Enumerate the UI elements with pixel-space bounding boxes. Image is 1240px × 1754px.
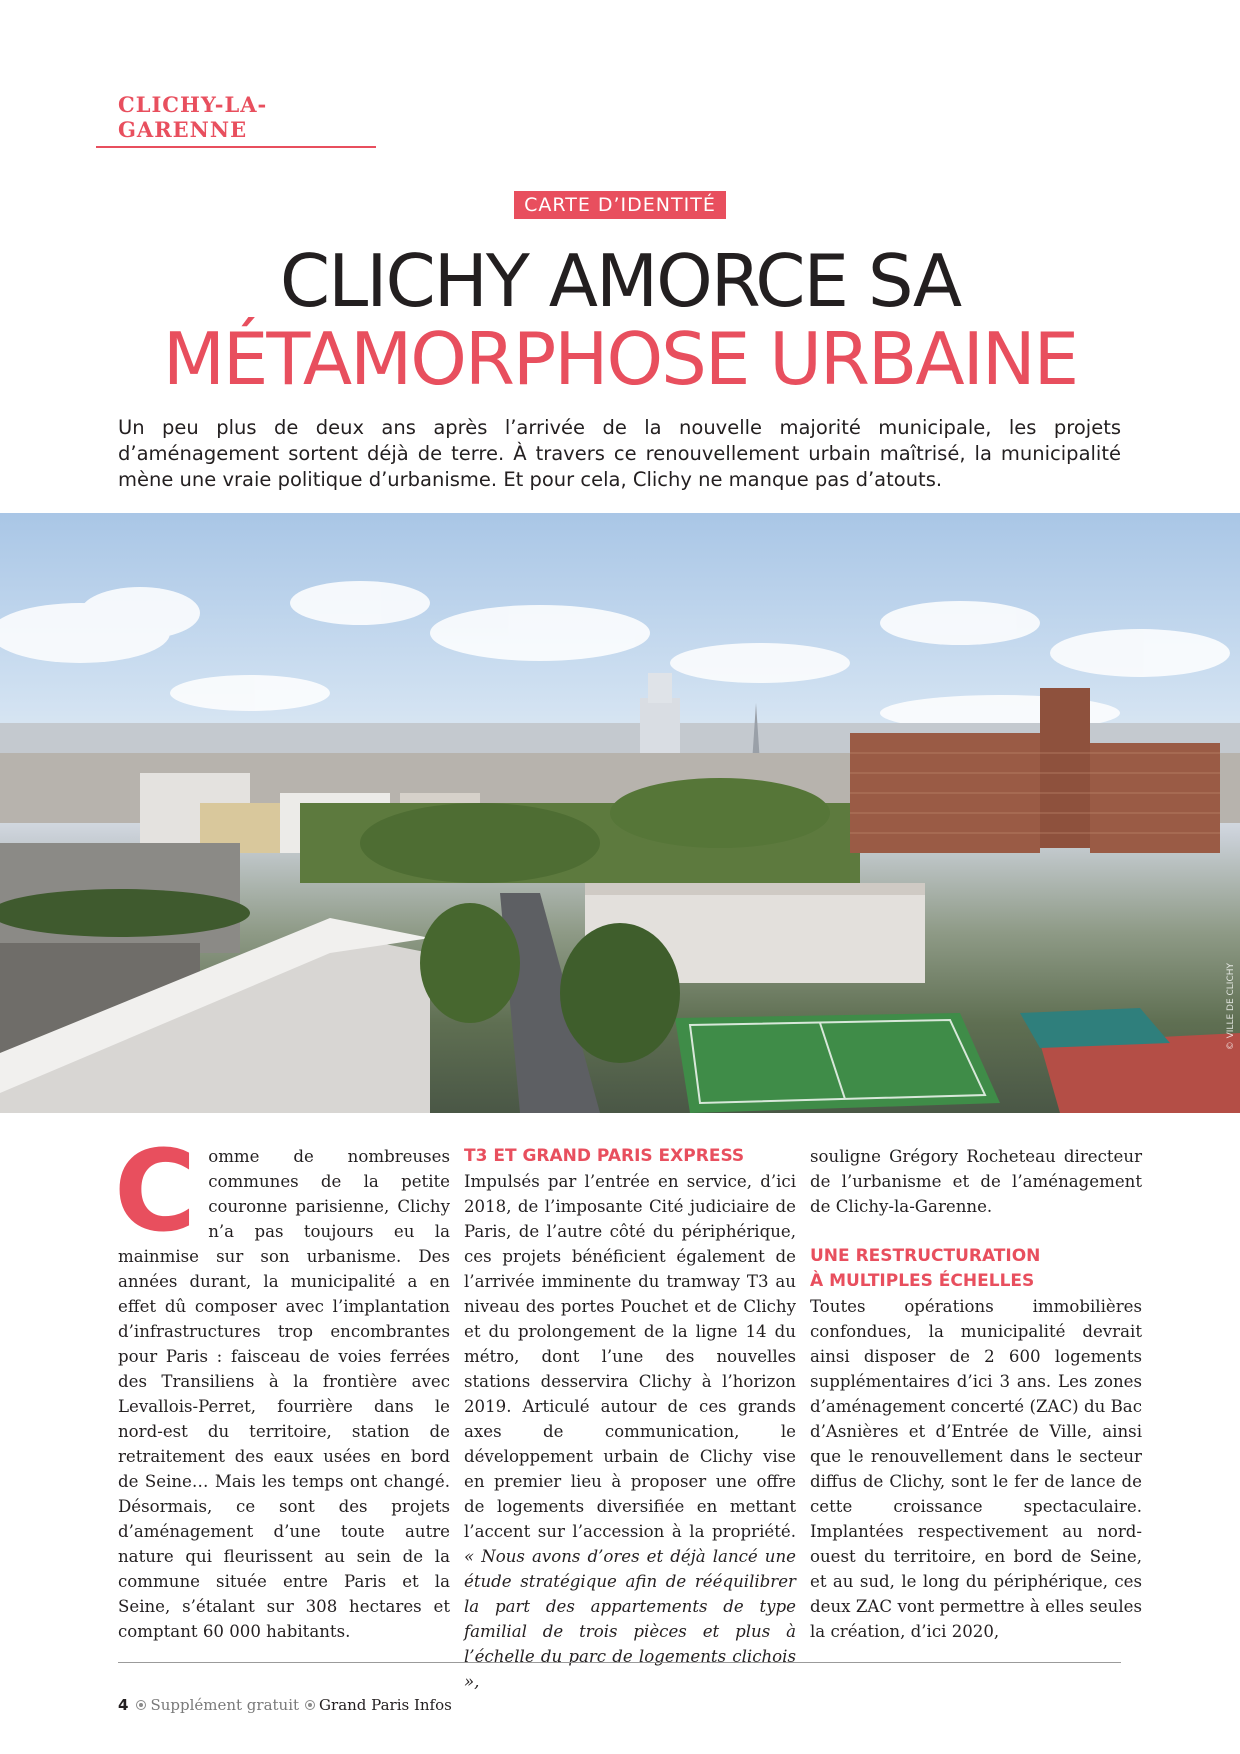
paragraph-t3 (464, 1169, 796, 1694)
page-footer (118, 1696, 452, 1714)
footer-divider (118, 1662, 1121, 1663)
column-2 (464, 1144, 796, 1694)
drop-cap: C (114, 1127, 197, 1257)
intro-paragraph (114, 1127, 450, 1644)
bullet-icon (136, 1700, 146, 1710)
subhead-restructuration (810, 1244, 1142, 1294)
paragraph-t3-text: Impulsés par l’entrée en service, d’ici 2018, de l’imposante Cité judiciaire de Paris, de l’autre côté du périphérique, ces projets bénéficient également de l’arrivée imminente du tramway T3 au niveau des portes Pouchet et de Clichy et du prolongement de la ligne 14 du métro, dont l’une des nouvelles stations desservira Clichy à l’horizon 2019. Articulé autour de ces grands axes de communication, le développement urbain de Clichy vise en premier lieu à proposer une offre de logements diversifiée en mettant l’accent sur l’accession à la propriété. (464, 1172, 796, 1541)
subhead-line-2: À MULTIPLES ÉCHELLES (810, 1271, 1035, 1291)
subhead-line-1: UNE RESTRUCTURATION (810, 1246, 1041, 1266)
photo-credit: © VILLE DE CLICHY (1226, 963, 1236, 1051)
section-tag: CLICHY-LA-GARENNE (96, 92, 376, 148)
article-title (0, 239, 1240, 401)
title-line-1: CLICHY AMORCE SA (279, 239, 961, 323)
kicker (0, 191, 1240, 219)
paragraph-quote-attribution: souligne Grégory Rocheteau directeur de l’urbanisme et de l’aménagement de Clichy-la-Garenne. (810, 1147, 1142, 1216)
quote-text: « Nous avons d’ores et déjà lancé une étude stratégique afin de rééquilibrer la part des appartements de type familial de trois pièces et plus à l’échelle du parc de logements clichois », (464, 1547, 796, 1691)
title-line-2: MÉTAMORPHOSE URBAINE (162, 317, 1078, 401)
column-1 (114, 1127, 450, 1644)
supplement-label: Supplément gratuit (150, 1696, 300, 1714)
publication-name: Grand Paris Infos (319, 1696, 452, 1714)
subhead-t3: T3 ET GRAND PARIS EXPRESS (464, 1146, 745, 1166)
page-number: 4 (118, 1696, 129, 1714)
paragraph-restructuration: Toutes opérations immobilières confondues, la municipalité devrait ainsi disposer de 2 600 logements supplémentaires d’ici 3 ans. Les zones d’aménagement concerté (ZAC) du Bac d’Asnières et d’Entrée de Ville, ainsi que le renouvellement dans le secteur diffus de Clichy, sont le fer de lance de cette croissance spectaculaire. Implantées respectivement au nord-ouest du territoire, en bord de Seine, et au sud, le long du périphérique, ces deux ZAC vont permettre à elles seules la création, d’ici 2020, (810, 1297, 1142, 1641)
lead-paragraph: Un peu plus de deux ans après l’arrivée de la nouvelle majorité municipale, les projets d’aménagement sortent déjà de terre. À travers ce renouvellement urbain maîtrisé, la municipalité mène une vraie politique d’urbanisme. Et pour cela, Clichy ne manque pas d’atouts. (118, 416, 1121, 491)
kicker-label: CARTE D’IDENTITÉ (514, 191, 726, 219)
intro-text: omme de nombreuses communes de la petite couronne parisienne, Clichy n’a pas toujours eu la mainmise sur son urbanisme. Des années durant, la municipalité a en effet dû composer avec l’implantation d’infrastructures trop encombrantes pour Paris : faisceau de voies ferrées des Transiliens à la frontière avec Levallois-Perret, fourrière dans le nord-est du territoire, station de retraitement des eaux usées en bord de Seine… Mais les temps ont changé. Désormais, ce sont des projets d’aménagement d’une toute autre nature qui fleurissent au sein de la commune située entre Paris et la Seine, s’étalant sur 308 hectares et comptant 60 000 habitants. (118, 1147, 450, 1641)
column-3 (810, 1144, 1142, 1644)
aerial-city-photo (0, 513, 1240, 1113)
photo-illustration (0, 513, 1240, 1113)
bullet-icon (305, 1700, 315, 1710)
